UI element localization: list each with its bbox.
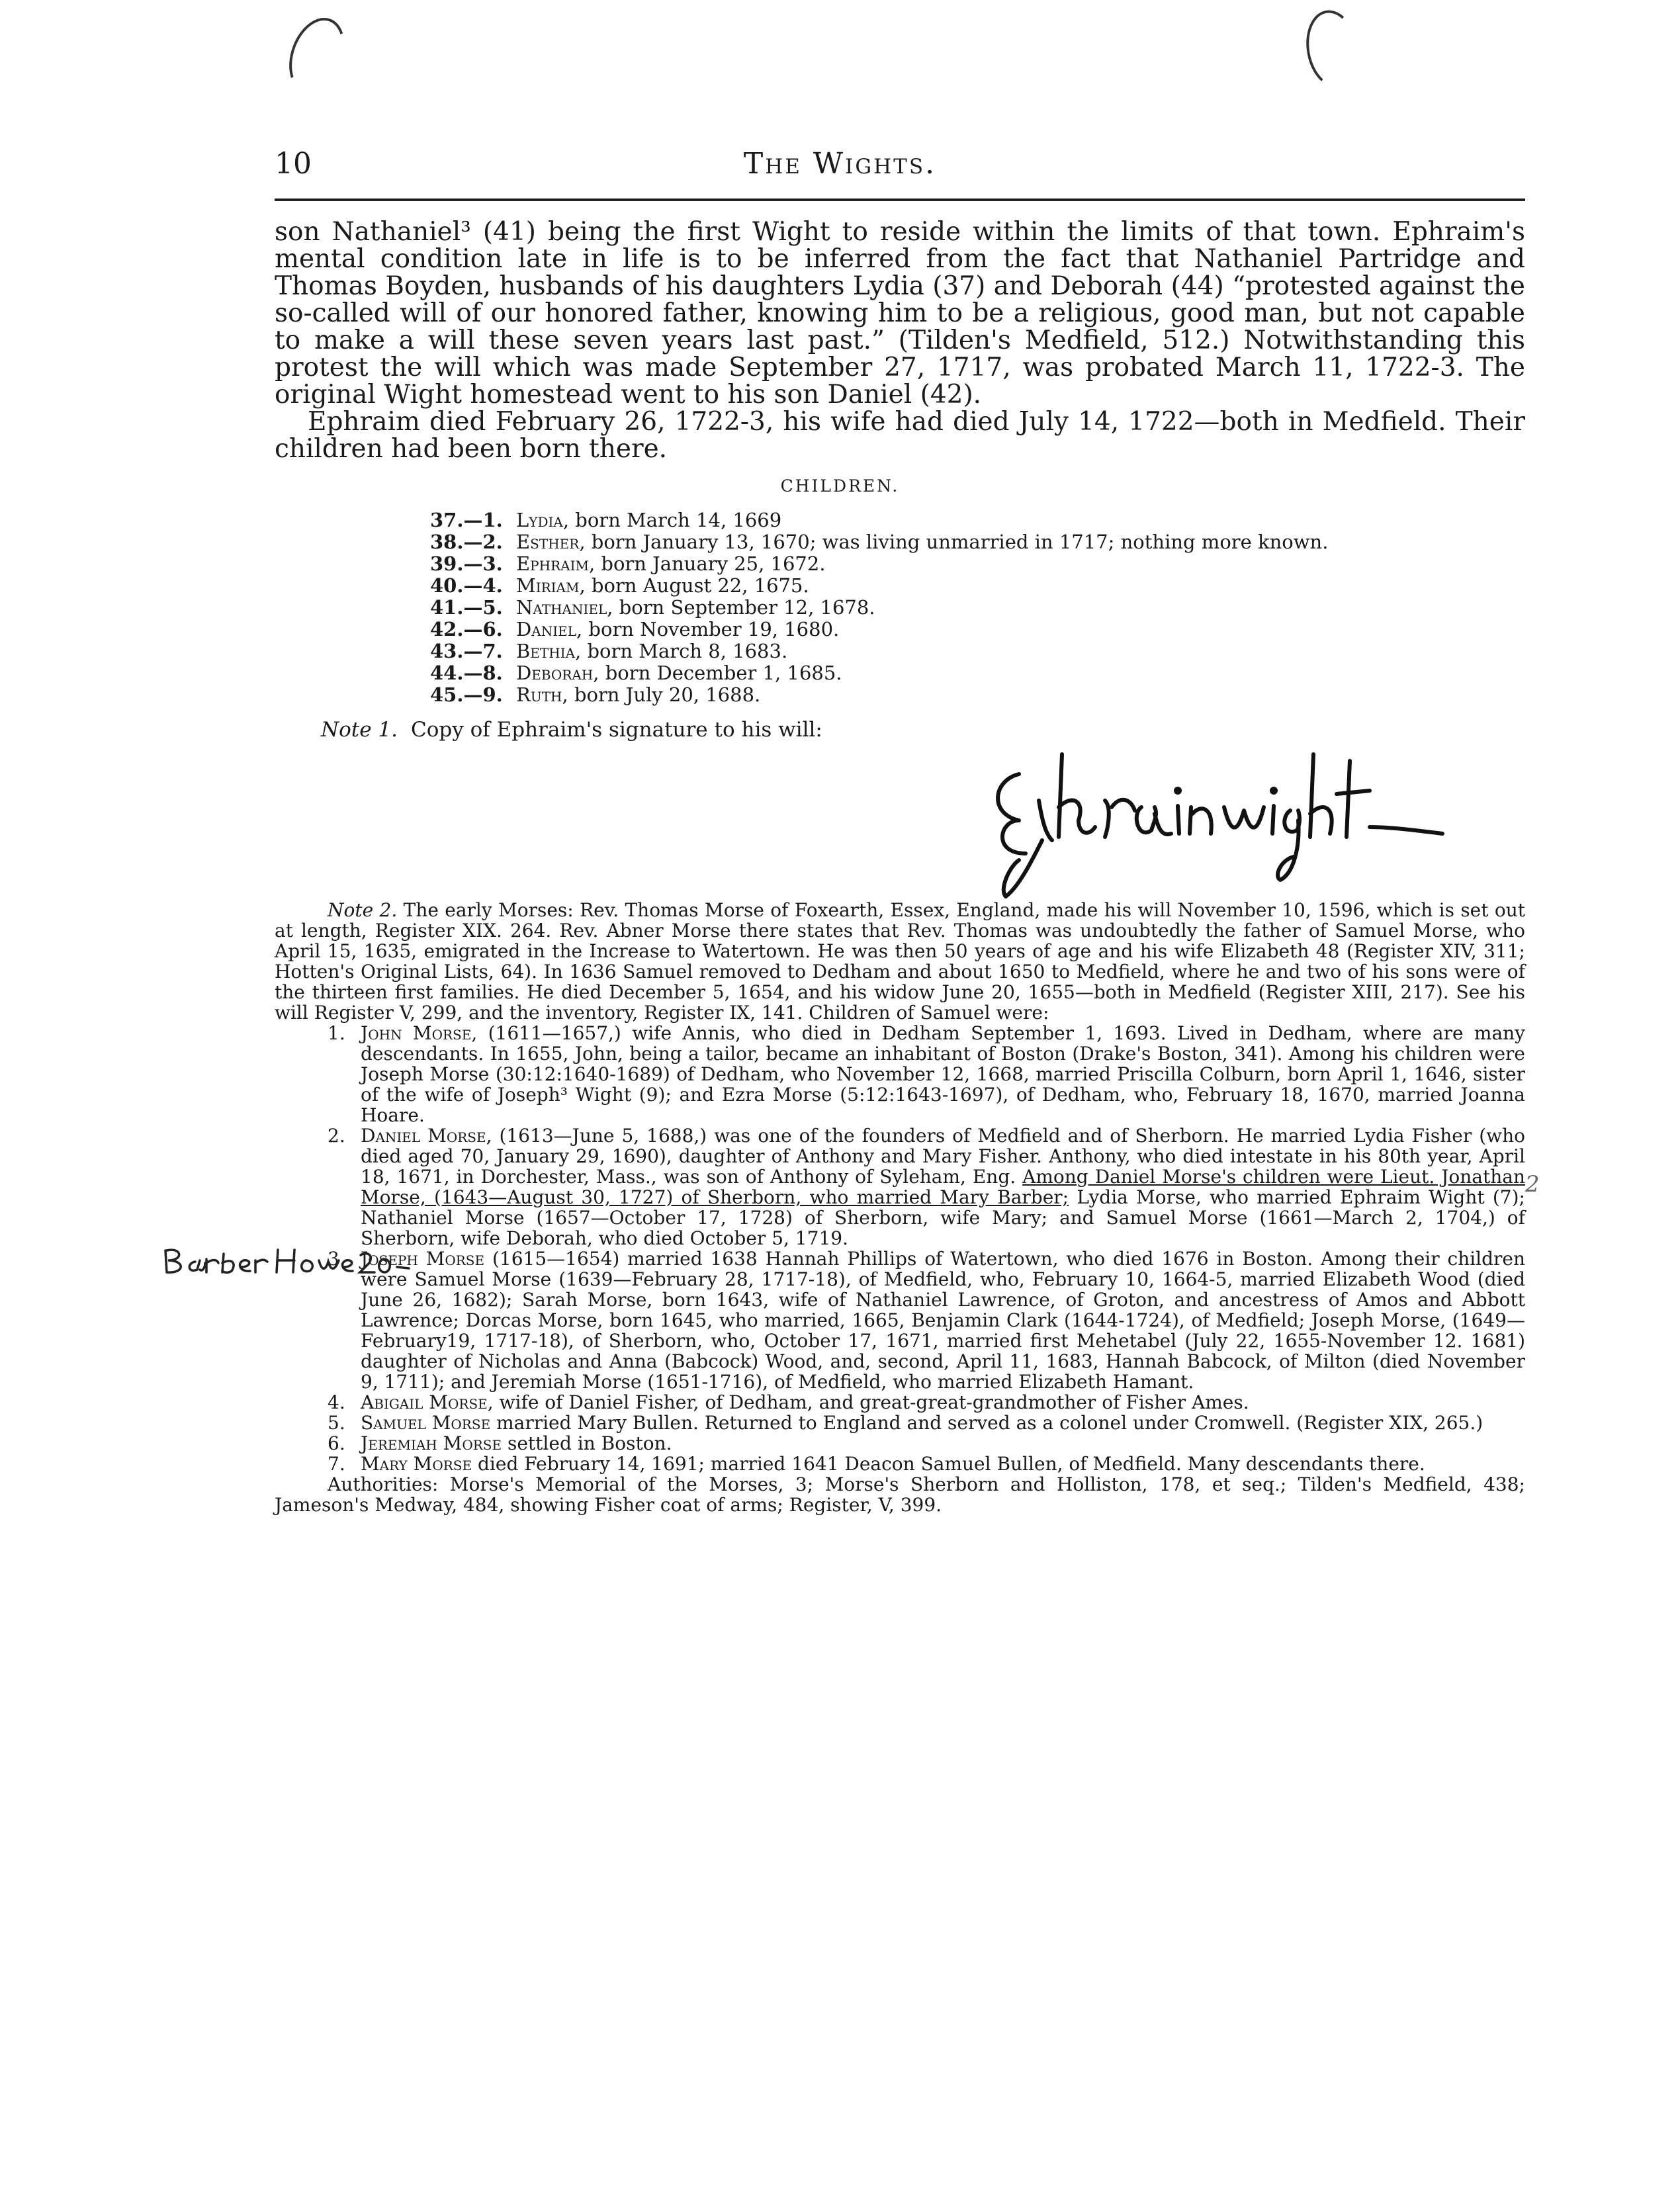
item-name: Jeremiah Morse xyxy=(361,1432,502,1454)
child-details: , born January 25, 1672. xyxy=(588,552,826,575)
list-item xyxy=(328,1248,1525,1392)
child-name: Nathaniel xyxy=(516,596,607,619)
child-number: 41.—5. xyxy=(430,596,503,619)
item-number: 5. xyxy=(328,1412,345,1434)
item-text: settled in Boston. xyxy=(502,1432,672,1454)
list-item xyxy=(328,1433,1525,1454)
punch-hole-left xyxy=(279,10,355,101)
child-name: Deborah xyxy=(516,662,594,684)
child-name: Ruth xyxy=(516,683,562,706)
punch-hole-right xyxy=(1300,6,1364,92)
child-number: 38.—2. xyxy=(430,531,503,553)
child-name: Bethia xyxy=(516,640,576,662)
intro-paragraph-1: son Nathaniel³ (41) being the first Wight to reside within the limits of that town. Ephraim's mental condition late in life is to be inferred from the fact that Nathaniel Partridge and Thomas Boyden, husbands of his daughters Lydia (37) and Deborah (44) “protested against the so-called will of our honored father, knowing him to be a religious, good man, but not capable to make a will these seven years last past.” (Tilden's Medfield, 512.) Notwithstanding this protest the will which was made September 27, 1717, was probated March 11, 1722-3. The original Wight homestead went to his son Daniel (42). xyxy=(275,217,1525,410)
child-number: 43.—7. xyxy=(430,640,503,662)
child-details: , born November 19, 1680. xyxy=(576,618,840,640)
note-2-label: Note 2. xyxy=(328,899,398,921)
child-name: Esther xyxy=(516,531,580,553)
intro-text xyxy=(275,218,1525,462)
children-list xyxy=(430,509,1555,706)
item-number: 6. xyxy=(328,1432,345,1454)
item-text: married Mary Bullen. Returned to England and served as a colonel under Cromwell. (Register XIX, 265.) xyxy=(490,1412,1483,1434)
child-details: , born December 1, 1685. xyxy=(593,662,842,684)
list-item xyxy=(328,1023,1525,1125)
child-entry xyxy=(430,619,1555,640)
item-name: John Morse xyxy=(361,1022,472,1044)
morse-children-list xyxy=(328,1023,1525,1474)
item-number: 3. xyxy=(328,1248,345,1270)
child-entry xyxy=(430,553,1555,575)
item-text: died February 14, 1691; married 1641 Deacon Samuel Bullen, of Medfield. Many descendants there. xyxy=(472,1453,1425,1475)
list-item xyxy=(328,1392,1525,1413)
child-details: , born March 14, 1669 xyxy=(562,509,782,531)
note-2-intro: The early Morses: Rev. Thomas Morse of Foxearth, Essex, England, made his will November 10, 1596, which is set out at length, Register XIX. 264. Rev. Abner Morse there states that Rev. Thomas was undoubtedly the father of Samuel Morse, who April 15, 1635, emigrated in the Increase to Watertown. He was then 50 years of age and his wife Elizabeth 48 (Register XIV, 311; Hotten's Original Lists, 64). In 1636 Samuel removed to Dedham and about 1650 to Medfield, where he and two of his sons were of the thirteen first families. He died December 5, 1654, and his widow June 20, 1655—both in Medfield (Register XIII, 217). See his will Register V, 299, and the inventory, Register IX, 141. Children of Samuel were: xyxy=(275,899,1526,1024)
item-number: 2. xyxy=(328,1125,345,1147)
child-details: , born September 12, 1678. xyxy=(607,596,875,619)
child-number: 39.—3. xyxy=(430,552,503,575)
item-text-rest: Lydia Morse, who married Ephraim Wight (7); Nathaniel Morse (1657—October 17, 1728) of Sherborn, wife Mary; and Samuel Morse (1661—March 2, 1704,) of Sherborn, wife Deborah, who died October 5, 1719. xyxy=(361,1186,1525,1249)
item-number: 1. xyxy=(328,1022,345,1044)
authorities: Authorities: Morse's Memorial of the Morses, 3; Morse's Sherborn and Holliston, 178, et seq.; Tilden's Medfield, 438; Jameson's Medway, 484, showing Fisher coat of arms; Register, V, 399. xyxy=(275,1473,1525,1516)
child-number: 42.—6. xyxy=(430,618,503,640)
item-name: Mary Morse xyxy=(361,1453,472,1475)
item-name: Daniel Morse xyxy=(361,1125,486,1147)
handwritten-mark: 2 xyxy=(1525,1171,1540,1198)
child-number: 40.—4. xyxy=(430,574,503,597)
item-text: , (1613—June 5, 1688,) was one of the founders of Medfield and of Sherborn. He married Lydia Fisher (who died aged 70, January 29, 1690), daughter of Anthony and Mary Fisher. Anthony, who died intestate in his 80th year, April 18, 1671, in Dorchester, Mass., was son of Anthony of Syleham, Eng. xyxy=(361,1125,1526,1188)
page-header xyxy=(275,147,1405,187)
page-number: 10 xyxy=(275,147,312,181)
child-number: 44.—8. xyxy=(430,662,503,684)
child-details: , born March 8, 1683. xyxy=(575,640,788,662)
signature-image xyxy=(979,728,1456,900)
item-text: , wife of Daniel Fisher, of Dedham, and great-great-grandmother of Fisher Ames. xyxy=(487,1391,1249,1413)
child-name: Daniel xyxy=(516,618,576,640)
children-heading: CHILDREN. xyxy=(780,476,900,496)
child-details: , born July 20, 1688. xyxy=(562,683,761,706)
handwritten-margin-note xyxy=(159,1241,410,1280)
child-entry xyxy=(430,509,1555,531)
list-item xyxy=(328,1413,1525,1433)
intro-paragraph-2: Ephraim died February 26, 1722-3, his wife had died July 14, 1722—both in Medfield. Their children had been born there. xyxy=(275,407,1525,464)
item-name: Joseph Morse xyxy=(361,1248,485,1270)
child-entry xyxy=(430,662,1555,684)
child-entry xyxy=(430,575,1555,597)
list-item xyxy=(328,1125,1525,1248)
child-name: Miriam xyxy=(516,574,580,597)
item-text: (1615—1654) married 1638 Hannah Phillips of Watertown, who died 1676 in Boston. Among their children were Samuel Morse (1639—February 28, 1717-18), of Medfield, who, February 10, 1664-5, married Elizabeth Wood (died June 26, 1682); Sarah Morse, born 1643, wife of Nathaniel Lawrence, of Groton, and ancestress of Amos and Abbott Lawrence; Dorcas Morse, born 1645, who married, 1665, Benjamin Clark (1644-1724), of Medfield; Joseph Morse, (1649—February19, 1717-18), of Sherborn, who, October 17, 1671, married first Mehetabel (July 22, 1655-November 12. 1681) daughter of Nicholas and Anna (Babcock) Wood, and, second, April 11, 1683, Hannah Babcock, of Milton (died November 9, 1711); and Jeremiah Morse (1651-1716), of Medfield, who married Elizabeth Hamant. xyxy=(361,1248,1525,1393)
item-text: , (1611—1657,) wife Annis, who died in Dedham September 1, 1693. Lived in Dedham, where are many descendants. In 1655, John, being a tailor, became an inhabitant of Boston (Drake's Boston, 341). Among his children were Joseph Morse (30:12:1640-1689) of Dedham, who November 12, 1668, married Priscilla Colburn, born April 1, 1646, sister of the wife of Joseph³ Wight (9); and Ezra Morse (5:12:1643-1697), of Dedham, who, February 18, 1670, married Joanna Hoare. xyxy=(361,1022,1525,1126)
note-1 xyxy=(321,718,822,742)
child-details: , born August 22, 1675. xyxy=(579,574,809,597)
list-item xyxy=(328,1454,1525,1474)
child-number: 45.—9. xyxy=(430,683,503,706)
item-number: 7. xyxy=(328,1453,345,1475)
child-name: Lydia xyxy=(516,509,563,531)
child-details: , born January 13, 1670; was living unmarried in 1717; nothing more known. xyxy=(579,531,1329,553)
item-number: 4. xyxy=(328,1391,345,1413)
note-1-text: Copy of Ephraim's signature to his will: xyxy=(411,718,822,742)
child-entry xyxy=(430,684,1555,706)
item-name: Samuel Morse xyxy=(361,1412,491,1434)
item-underlined-text: Among Daniel Morse's children were Lieut. Jonathan Morse, (1643—August 30, 1727) of Sherborn, who married Mary Barber; xyxy=(361,1166,1526,1208)
note-1-label: Note 1. xyxy=(321,718,398,742)
header-rule xyxy=(275,198,1525,201)
child-entry xyxy=(430,640,1555,662)
item-name: Abigail Morse xyxy=(361,1391,488,1413)
note-2 xyxy=(275,900,1525,1515)
running-title: The Wights. xyxy=(743,147,937,181)
child-entry xyxy=(430,531,1555,553)
child-name: Ephraim xyxy=(516,552,589,575)
child-entry xyxy=(430,597,1555,619)
child-number: 37.—1. xyxy=(430,509,503,531)
